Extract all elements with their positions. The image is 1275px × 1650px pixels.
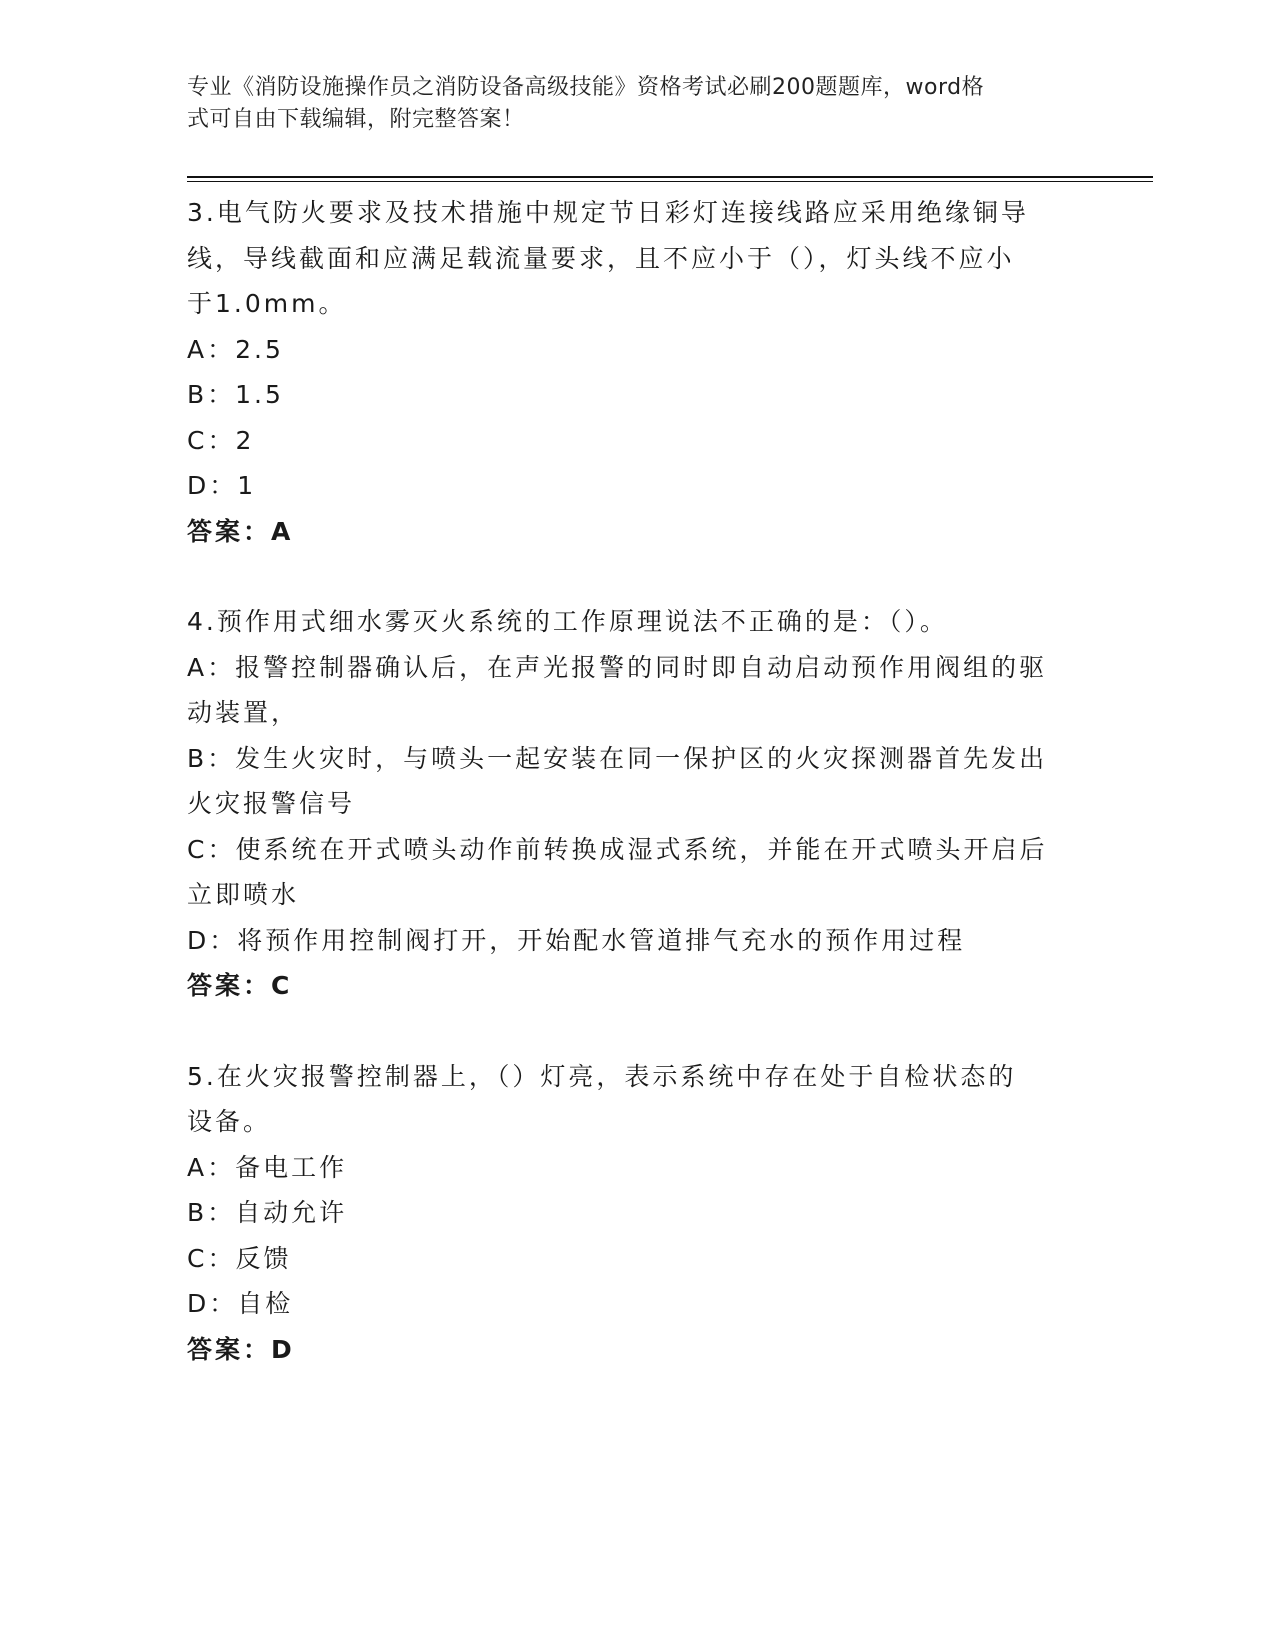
option-line: C：使系统在开式喷头动作前转换成湿式系统，并能在开式喷头开启后 bbox=[187, 834, 1048, 864]
option-a: A：2.5 bbox=[187, 334, 284, 364]
header-line-2: 式可自由下载编辑，附完整答案！ bbox=[187, 107, 525, 132]
option-line: B：发生火灾时，与喷头一起安装在同一保护区的火灾探测器首先发出 bbox=[187, 743, 1048, 773]
option-a bbox=[187, 645, 1087, 736]
option-b bbox=[187, 736, 1087, 827]
question-3 bbox=[187, 190, 1087, 554]
option-c: C：反馈 bbox=[187, 1243, 292, 1273]
option-c bbox=[187, 827, 1087, 918]
question-stem bbox=[187, 599, 1087, 645]
option-d bbox=[187, 918, 1087, 964]
option-line: A：报警控制器确认后，在声光报警的同时即自动启动预作用阀组的驱 bbox=[187, 652, 1048, 682]
option-d: D：自检 bbox=[187, 1289, 294, 1318]
answer-label: 答案：A bbox=[187, 516, 294, 546]
question-stem bbox=[187, 1054, 1087, 1145]
question-5 bbox=[187, 1054, 1087, 1373]
option-d: D：1 bbox=[187, 471, 257, 500]
answer-label: 答案：D bbox=[187, 1334, 295, 1364]
question-4 bbox=[187, 599, 1087, 1009]
stem-line: 3.电气防火要求及技术措施中规定节日彩灯连接线路应采用绝缘铜导 bbox=[187, 198, 1029, 227]
header-divider-thin bbox=[187, 181, 1153, 182]
option-c: C：2 bbox=[187, 425, 255, 455]
option-b: B：1.5 bbox=[187, 380, 284, 409]
option-a: A：备电工作 bbox=[187, 1152, 348, 1182]
stem-line: 4.预作用式细水雾灭火系统的工作原理说法不正确的是：（）。 bbox=[187, 607, 948, 636]
option-line: 立即喷水 bbox=[187, 880, 300, 909]
document-header bbox=[187, 72, 1067, 136]
option-line: 火灾报警信号 bbox=[187, 789, 356, 818]
option-line: 动装置， bbox=[187, 698, 300, 727]
header-divider-thick bbox=[187, 176, 1153, 178]
option-b: B：自动允许 bbox=[187, 1198, 348, 1227]
question-spacer bbox=[187, 554, 1087, 599]
answer-label: 答案：C bbox=[187, 971, 293, 1000]
stem-line: 5.在火灾报警控制器上，（）灯亮，表示系统中存在处于自检状态的 bbox=[187, 1061, 1017, 1091]
stem-line: 设备。 bbox=[187, 1107, 272, 1136]
stem-line: 线，导线截面和应满足载流量要求，且不应小于（），灯头线不应小 bbox=[187, 243, 1015, 273]
question-stem bbox=[187, 190, 1087, 327]
question-list bbox=[187, 190, 1087, 1372]
header-line-1: 专业《消防设施操作员之消防设备高级技能》资格考试必刷200题题库，word格 bbox=[187, 75, 985, 100]
question-spacer bbox=[187, 1009, 1087, 1054]
option-line: D：将预作用控制阀打开，开始配水管道排气充水的预作用过程 bbox=[187, 925, 966, 955]
stem-line: 于1.0mm。 bbox=[187, 289, 347, 318]
